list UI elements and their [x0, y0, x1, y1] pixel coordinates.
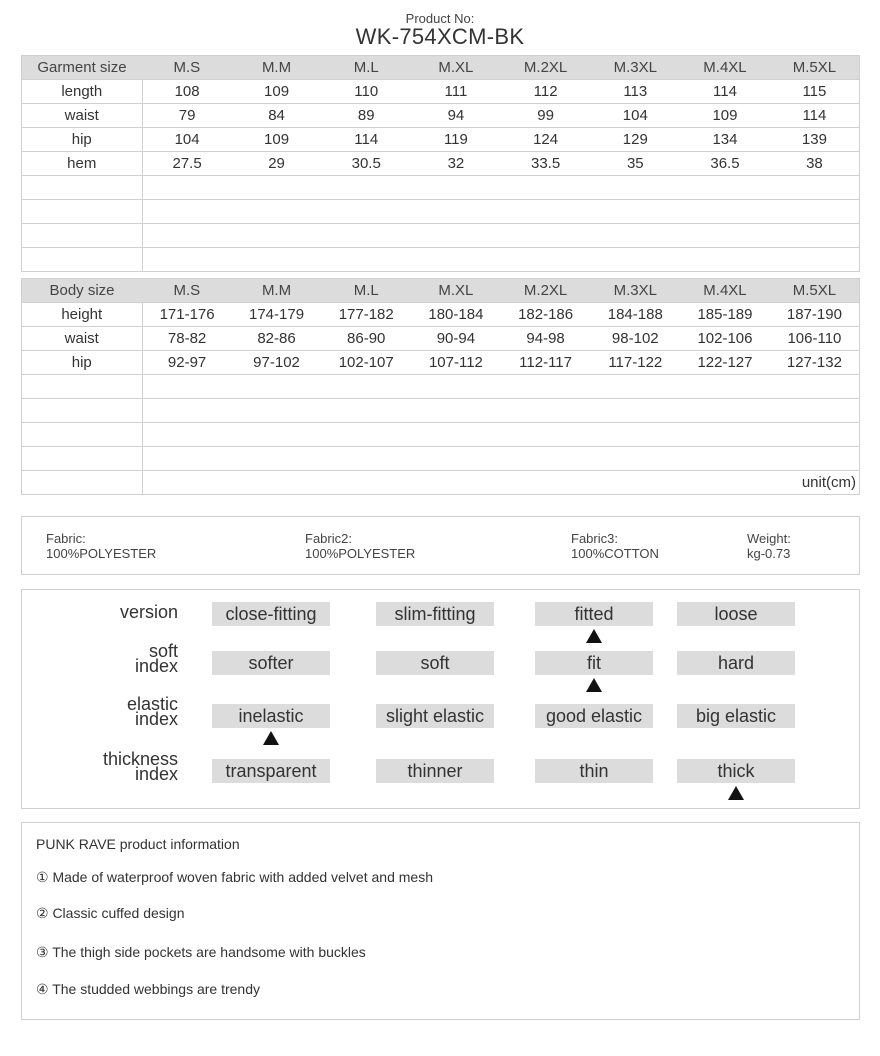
table-cell: 184-188 [590, 303, 680, 327]
table-cell: 127-132 [770, 351, 860, 375]
table-cell: 36.5 [680, 152, 770, 176]
index-option: softer [212, 651, 330, 675]
table-cell: 35 [590, 152, 680, 176]
index-option: slight elastic [376, 704, 494, 728]
empty-cell [22, 399, 143, 423]
index-label [102, 749, 178, 784]
table-cell: 109 [232, 128, 322, 152]
info-item: ③ The thigh side pockets are handsome with buckles [36, 944, 366, 960]
index-option: soft [376, 651, 494, 675]
size-header: M.4XL [680, 56, 770, 80]
fabric-info-box [21, 516, 860, 575]
empty-cell [142, 224, 860, 248]
row-label: hip [22, 351, 143, 375]
empty-cell [142, 176, 860, 200]
table-row [22, 128, 860, 152]
size-header: M.3XL [590, 279, 680, 303]
table-cell: 78-82 [142, 327, 232, 351]
table-cell: 104 [142, 128, 232, 152]
weight-label: Weight: [747, 531, 791, 546]
fabric-2 [305, 531, 415, 561]
table-cell: 180-184 [411, 303, 501, 327]
table-row [22, 104, 860, 128]
table-cell: 111 [411, 80, 501, 104]
table-cell: 124 [501, 128, 591, 152]
table-cell: 102-107 [321, 351, 411, 375]
table-cell: 174-179 [232, 303, 322, 327]
empty-row [22, 423, 860, 447]
table-cell: 129 [590, 128, 680, 152]
index-label-line2: index [134, 764, 178, 784]
size-header: M.S [142, 279, 232, 303]
fabric-1-label: Fabric: [46, 531, 86, 546]
empty-row [22, 375, 860, 399]
table-cell: 114 [770, 104, 860, 128]
table-cell: 32 [411, 152, 501, 176]
info-item: ④ The studded webbings are trendy [36, 981, 260, 997]
table-cell: 79 [142, 104, 232, 128]
empty-row [22, 447, 860, 471]
table-cell: 33.5 [501, 152, 591, 176]
index-option: good elastic [535, 704, 653, 728]
info-item: ① Made of waterproof woven fabric with added velvet and mesh [36, 869, 433, 885]
table-row [22, 80, 860, 104]
empty-cell [142, 423, 860, 447]
empty-row [22, 471, 860, 495]
row-label: hip [22, 128, 143, 152]
table-cell: 104 [590, 104, 680, 128]
index-label-line1: thickness [102, 749, 178, 769]
table-cell: 27.5 [142, 152, 232, 176]
selected-indicator-triangle-icon [586, 629, 602, 643]
empty-cell [142, 200, 860, 224]
table-cell: 102-106 [680, 327, 770, 351]
fabric-2-label: Fabric2: [305, 531, 352, 546]
row-label: length [22, 80, 143, 104]
product-index-box [21, 589, 860, 809]
fabric-2-value: 100%POLYESTER [305, 546, 416, 561]
garment-size-table [21, 55, 860, 272]
empty-cell [22, 471, 143, 495]
index-label-line1: elastic [126, 694, 178, 714]
table-cell: 38 [770, 152, 860, 176]
table-cell: 109 [680, 104, 770, 128]
table-row [22, 327, 860, 351]
table-cell: 94 [411, 104, 501, 128]
fabric-3-label: Fabric3: [571, 531, 618, 546]
index-option: thin [535, 759, 653, 783]
index-option: thinner [376, 759, 494, 783]
index-option: transparent [212, 759, 330, 783]
info-item: ② Classic cuffed design [36, 905, 185, 921]
table-cell: 112-117 [501, 351, 591, 375]
table-cell: 109 [232, 80, 322, 104]
table-cell: 97-102 [232, 351, 322, 375]
index-option: fit [535, 651, 653, 675]
empty-row [22, 200, 860, 224]
size-header: M.4XL [680, 279, 770, 303]
size-header: M.M [232, 279, 322, 303]
size-header: M.2XL [501, 56, 591, 80]
index-option: big elastic [677, 704, 795, 728]
size-header: M.S [142, 56, 232, 80]
product-no-label: Product No: [405, 11, 475, 26]
index-option: close-fitting [212, 602, 330, 626]
index-label [134, 641, 178, 676]
index-option: thick [677, 759, 795, 783]
empty-cell [22, 375, 143, 399]
table-cell: 30.5 [321, 152, 411, 176]
empty-cell [142, 248, 860, 272]
empty-row [22, 176, 860, 200]
empty-cell [22, 200, 143, 224]
table-row [22, 303, 860, 327]
table-cell: 115 [770, 80, 860, 104]
index-label: version [119, 602, 178, 622]
index-option: fitted [535, 602, 653, 626]
table-cell: 106-110 [770, 327, 860, 351]
table-cell: 119 [411, 128, 501, 152]
empty-cell [22, 224, 143, 248]
table-cell: 89 [321, 104, 411, 128]
index-option: slim-fitting [376, 602, 494, 626]
table-cell: 122-127 [680, 351, 770, 375]
fabric-3-value: 100%COTTON [571, 546, 659, 561]
table-cell: 90-94 [411, 327, 501, 351]
row-label: waist [22, 327, 143, 351]
table-cell: 117-122 [590, 351, 680, 375]
empty-row [22, 248, 860, 272]
table-cell: 86-90 [321, 327, 411, 351]
empty-row [22, 399, 860, 423]
table-cell: 177-182 [321, 303, 411, 327]
size-header: M.2XL [501, 279, 591, 303]
table-row [22, 152, 860, 176]
table-cell: 82-86 [232, 327, 322, 351]
size-header: M.XL [411, 56, 501, 80]
table-cell: 112 [501, 80, 591, 104]
selected-indicator-triangle-icon [728, 786, 744, 800]
table-cell: 171-176 [142, 303, 232, 327]
table-cell: 108 [142, 80, 232, 104]
index-option: loose [677, 602, 795, 626]
index-label [126, 694, 178, 729]
index-label-line1: soft [148, 641, 178, 661]
weight-value: kg-0.73 [747, 546, 791, 561]
empty-cell [22, 423, 143, 447]
product-no: WK-754XCM-BK [355, 24, 525, 49]
table-cell: 134 [680, 128, 770, 152]
table-cell: 187-190 [770, 303, 860, 327]
index-option: inelastic [212, 704, 330, 728]
body-size-table [21, 278, 860, 495]
table-cell: 114 [680, 80, 770, 104]
table-cell: 92-97 [142, 351, 232, 375]
empty-cell [142, 375, 860, 399]
table-cell: 182-186 [501, 303, 591, 327]
table-row [22, 351, 860, 375]
weight [747, 531, 791, 561]
body-header-row [22, 279, 860, 303]
empty-cell [22, 176, 143, 200]
row-label: waist [22, 104, 143, 128]
table-cell: 29 [232, 152, 322, 176]
row-label: hem [22, 152, 143, 176]
table-cell: 139 [770, 128, 860, 152]
table-cell: 185-189 [680, 303, 770, 327]
row-label: height [22, 303, 143, 327]
empty-row [22, 224, 860, 248]
table-cell: 113 [590, 80, 680, 104]
table-cell: 84 [232, 104, 322, 128]
fabric-3 [571, 531, 659, 561]
empty-cell [142, 447, 860, 471]
table-cell: 107-112 [411, 351, 501, 375]
table-cell: 110 [321, 80, 411, 104]
empty-cell [22, 447, 143, 471]
selected-indicator-triangle-icon [586, 678, 602, 692]
size-header: M.M [232, 56, 322, 80]
index-label-line2: index [134, 709, 178, 729]
index-option: hard [677, 651, 795, 675]
table-cell: 99 [501, 104, 591, 128]
size-header: M.L [321, 56, 411, 80]
size-header: M.XL [411, 279, 501, 303]
table-cell: 98-102 [590, 327, 680, 351]
selected-indicator-triangle-icon [263, 731, 279, 745]
index-label-line2: index [134, 656, 178, 676]
product-information-box [21, 822, 860, 1020]
garment-header-row [22, 56, 860, 80]
fabric-1-value: 100%POLYESTER [46, 546, 157, 561]
empty-cell [142, 399, 860, 423]
size-header: M.5XL [770, 56, 860, 80]
size-header: M.5XL [770, 279, 860, 303]
info-title: PUNK RAVE product information [36, 836, 240, 852]
table-cell: 114 [321, 128, 411, 152]
garment-size-title: Garment size [22, 56, 143, 80]
size-header: M.L [321, 279, 411, 303]
fabric-1 [46, 531, 156, 561]
body-size-title: Body size [22, 279, 143, 303]
empty-cell [22, 248, 143, 272]
size-header: M.3XL [590, 56, 680, 80]
unit-label: unit(cm) [142, 471, 860, 495]
table-cell: 94-98 [501, 327, 591, 351]
